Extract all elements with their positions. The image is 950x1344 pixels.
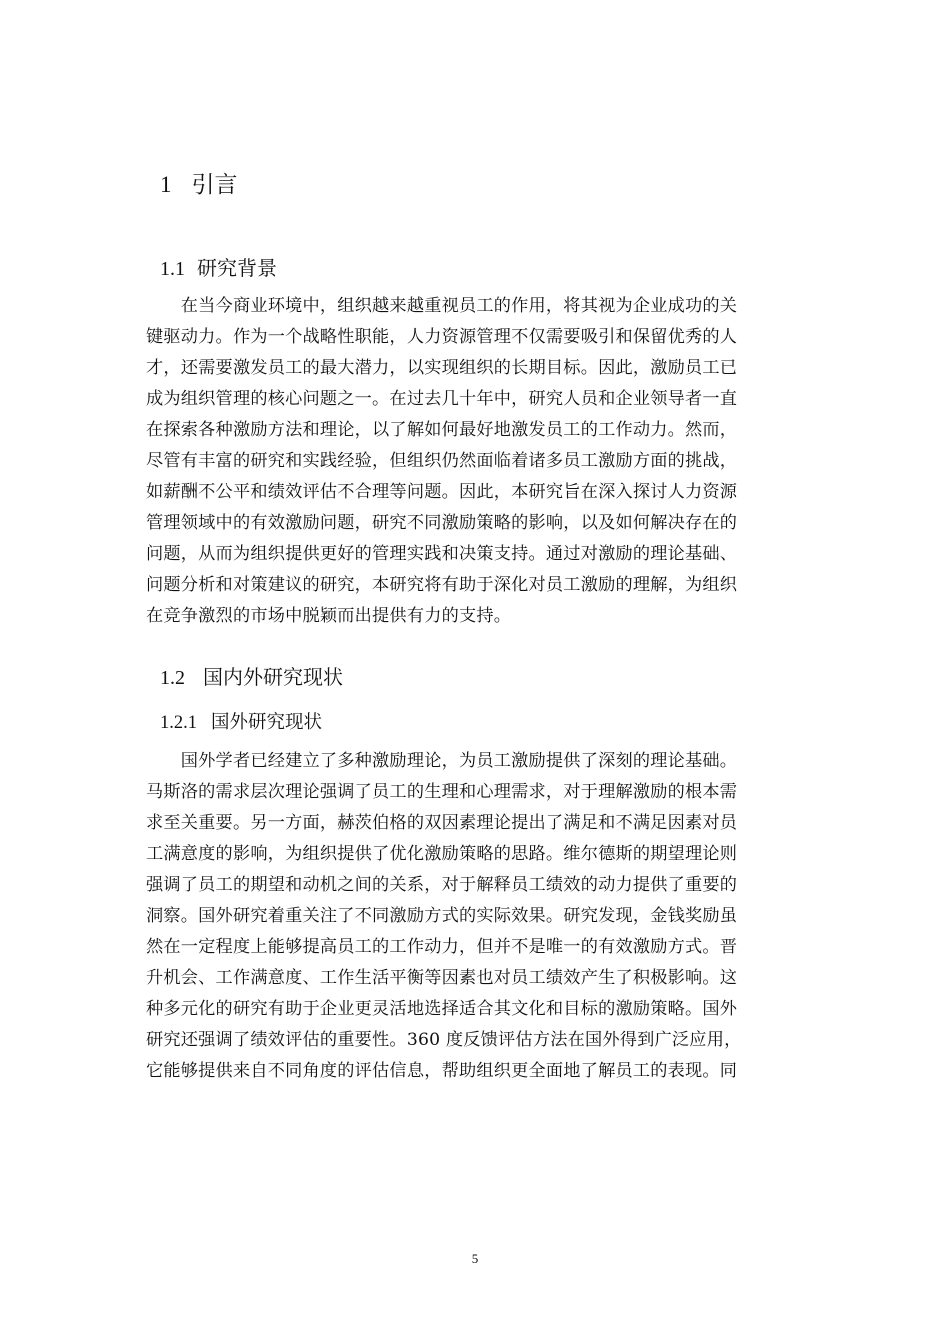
text-line: 种多元化的研究有助于企业更灵活地选择适合其文化和目标的激励策略。国外: [146, 999, 738, 1019]
text-line: 管理领域中的有效激励问题，研究不同激励策略的影响，以及如何解决存在的: [146, 513, 738, 533]
section-number: 1.2: [160, 667, 185, 689]
text-line: 键驱动力。作为一个战略性职能，人力资源管理不仅需要吸引和保留优秀的人: [146, 327, 738, 347]
paragraph-foreign-research: [146, 746, 806, 1087]
text-line: 才，还需要激发员工的最大潜力，以实现组织的长期目标。因此，激励员工已: [146, 358, 738, 378]
chapter-number: 1: [160, 172, 172, 197]
section-title: 国内外研究现状: [203, 665, 343, 689]
text-line: 升机会、工作满意度、工作生活平衡等因素也对员工绩效产生了积极影响。这: [146, 968, 738, 988]
paragraph-research-background: [146, 291, 806, 632]
subsection-title: 国外研究现状: [211, 712, 323, 733]
text-line: 在探索各种激励方法和理论，以了解如何最好地激发员工的工作动力。然而，: [146, 420, 738, 440]
section-title: 研究背景: [197, 256, 277, 280]
text-line: 国外学者已经建立了多种激励理论，为员工激励提供了深刻的理论基础。: [146, 751, 738, 771]
section-heading-1-2: [160, 661, 343, 690]
text-line: 然在一定程度上能够提高员工的工作动力，但并不是唯一的有效激励方式。晋: [146, 937, 738, 957]
text-line: 成为组织管理的核心问题之一。在过去几十年中，研究人员和企业领导者一直: [146, 389, 738, 409]
subsection-heading-1-2-1: [160, 708, 322, 734]
page-number: 5: [471, 1251, 479, 1266]
text-line: 强调了员工的期望和动机之间的关系，对于解释员工绩效的动力提供了重要的: [146, 875, 738, 895]
text-line: 马斯洛的需求层次理论强调了员工的生理和心理需求，对于理解激励的根本需: [146, 782, 738, 802]
chapter-title: 引言: [191, 172, 238, 198]
text-line: 问题分析和对策建议的研究，本研究将有助于深化对员工激励的理解，为组织: [146, 575, 738, 595]
text-line: 尽管有丰富的研究和实践经验，但组织仍然面临着诸多员工激励方面的挑战，: [146, 451, 738, 471]
subsection-number: 1.2.1: [160, 713, 197, 733]
section-number: 1.1: [160, 258, 185, 280]
text-line: 研究还强调了绩效评估的重要性。360 度反馈评估方法在国外得到广泛应用，: [146, 1030, 742, 1050]
text-line: 在当今商业环境中，组织越来越重视员工的作用，将其视为企业成功的关: [146, 296, 738, 316]
section-heading-1-1: [160, 252, 277, 281]
text-line: 洞察。国外研究着重关注了不同激励方式的实际效果。研究发现，金钱奖励虽: [146, 906, 738, 926]
text-line: 如薪酬不公平和绩效评估不合理等问题。因此，本研究旨在深入探讨人力资源: [146, 482, 738, 502]
chapter-heading: [160, 166, 238, 199]
text-line: 在竞争激烈的市场中脱颖而出提供有力的支持。: [146, 606, 512, 626]
text-line: 它能够提供来自不同角度的评估信息，帮助组织更全面地了解员工的表现。同: [146, 1061, 738, 1081]
text-line: 求至关重要。另一方面，赫茨伯格的双因素理论提出了满足和不满足因素对员: [146, 813, 738, 833]
text-line: 工满意度的影响，为组织提供了优化激励策略的思路。维尔德斯的期望理论则: [146, 844, 738, 864]
text-line: 问题，从而为组织提供更好的管理实践和决策支持。通过对激励的理论基础、: [146, 544, 738, 564]
